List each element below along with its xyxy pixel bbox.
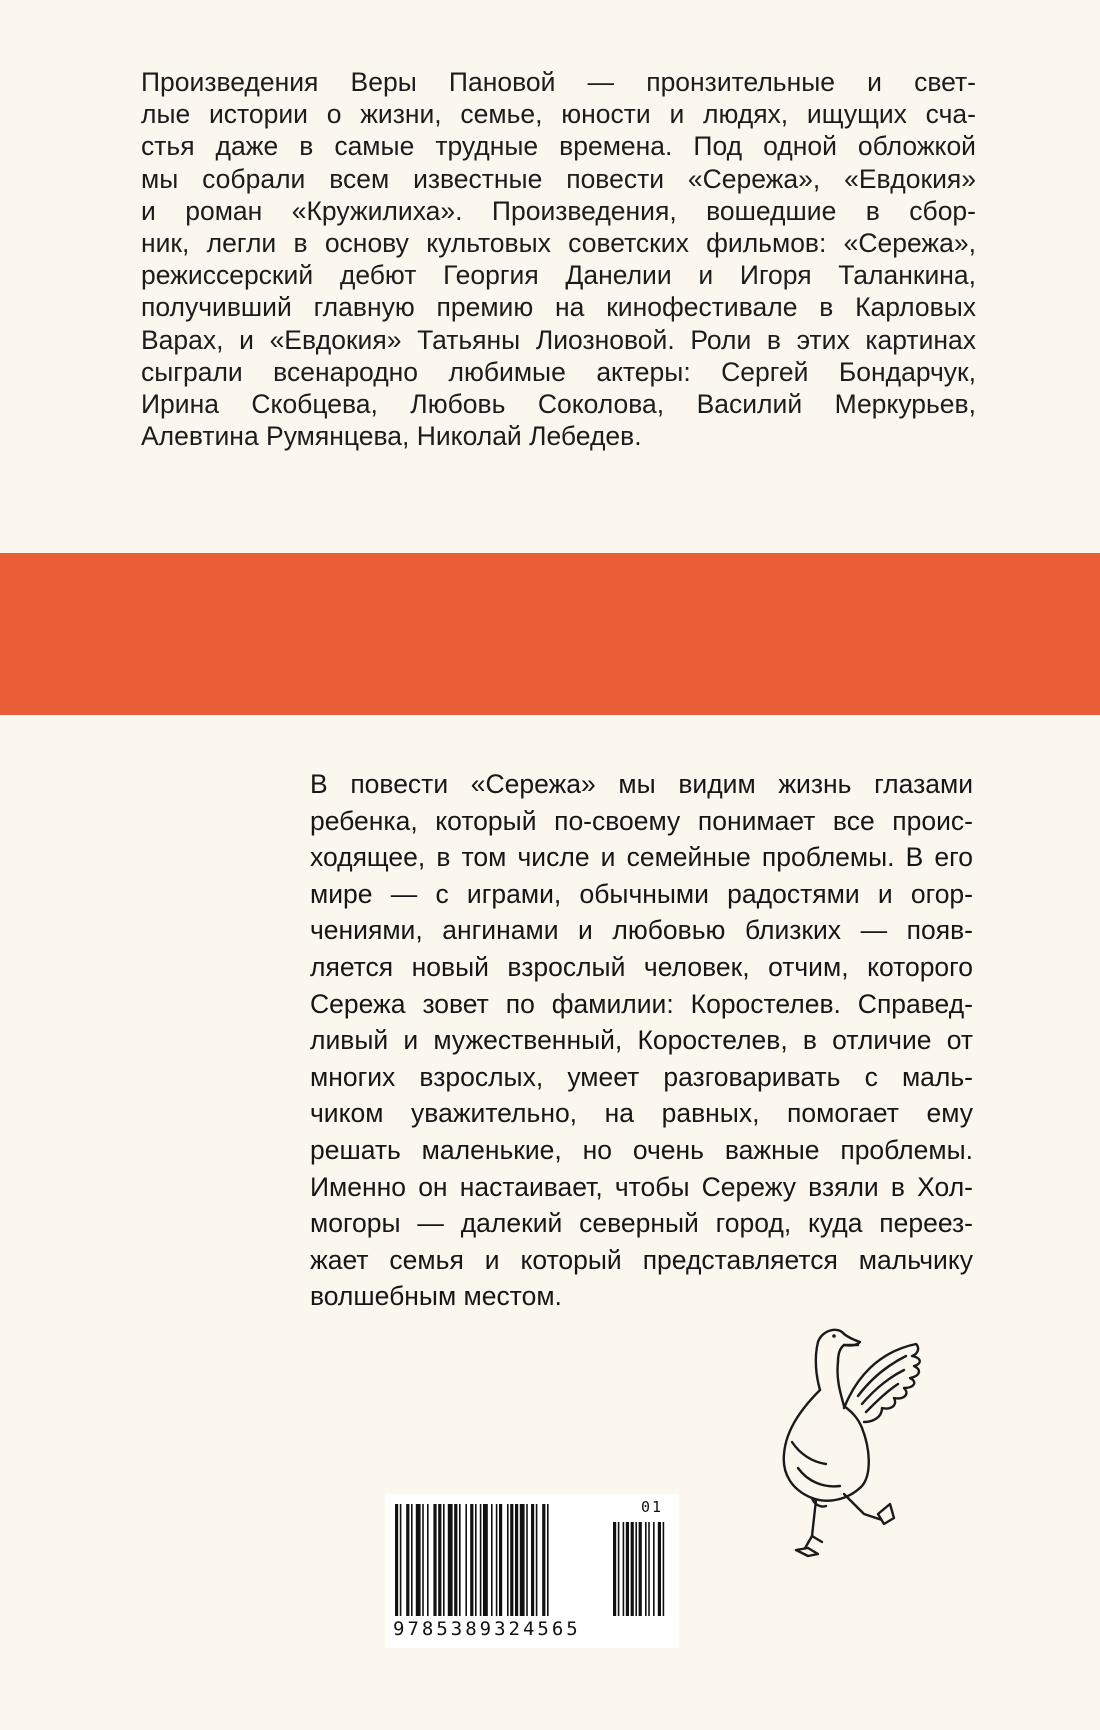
description-line: могоры — далекий северный город, куда переез- <box>310 1208 973 1239</box>
barcode-bar <box>465 1504 467 1616</box>
barcode-bar <box>400 1504 402 1616</box>
description-line: волшебным местом. <box>310 1281 562 1312</box>
barcode-addon-bar <box>639 1522 642 1616</box>
barcode-bar <box>454 1504 457 1616</box>
barcode-bar <box>531 1504 534 1616</box>
barcode-bar <box>411 1504 413 1616</box>
barcode-bar <box>507 1504 509 1616</box>
isbn-number: 9785389324565 <box>393 1618 581 1640</box>
annotation-line: Алевтина Румянцева, Николай Лебедев. <box>141 421 642 452</box>
annotation-text <box>141 66 976 452</box>
description-line: В повести «Сережа» мы видим жизнь глазами <box>310 769 973 799</box>
description-line: жает семья и который представляется мальчику <box>310 1244 973 1275</box>
barcode-addon-bar <box>653 1522 655 1616</box>
barcode-bar <box>520 1504 525 1616</box>
barcode-bar <box>406 1504 409 1616</box>
annotation-line: Варах, и «Евдокия» Татьяны Лиозновой. Роли в этих картинах <box>141 324 976 355</box>
barcode <box>385 1494 679 1648</box>
barcode-bar <box>422 1504 424 1616</box>
description-line: ляется новый взрослый человек, отчим, которого <box>310 951 973 982</box>
barcode-bar <box>491 1504 493 1616</box>
barcode-bar <box>510 1504 513 1616</box>
barcode-addon: 01 <box>640 1498 663 1516</box>
annotation-line: получивший главную премию на кинофестивале в Карловых <box>141 292 976 323</box>
barcode-bar <box>496 1504 498 1616</box>
annotation-line: сыграли всенародно любимые актеры: Сергей Бондарчук, <box>141 356 976 387</box>
description-line: чениями, ангинами и любовью близких — появ- <box>310 915 973 946</box>
barcode-bar <box>536 1504 538 1616</box>
barcode-bar <box>475 1504 477 1616</box>
barcode-bar <box>443 1504 445 1616</box>
annotation-line: лые истории о жизни, семье, юности и людях, ищущих сча- <box>141 99 976 130</box>
annotation-line: ник, легли в основу культовых советских фильмов: «Сережа», <box>141 228 976 259</box>
annotation-line: Ирина Скобцева, Любовь Соколова, Василий Меркурьев, <box>141 389 976 420</box>
barcode-addon-bar <box>635 1522 637 1616</box>
description-line: чиком уважительно, на равных, помогает ему <box>310 1098 973 1129</box>
barcode-addon-bar <box>658 1522 661 1616</box>
barcode-bar <box>480 1504 482 1616</box>
barcode-bar <box>448 1504 453 1616</box>
barcode-addon-bar <box>623 1522 625 1616</box>
description-line: Именно он настаивает, чтобы Сережу взяли в Хол- <box>310 1171 973 1202</box>
barcode-addon-bar <box>613 1522 616 1616</box>
barcode-addon-bar <box>663 1522 665 1616</box>
barcode-bar <box>542 1504 545 1616</box>
barcode-addon-bar <box>648 1522 650 1616</box>
barcode-addon-bar <box>618 1522 620 1616</box>
barcode-addon-bar <box>631 1522 634 1616</box>
barcode-bar <box>438 1504 441 1616</box>
barcode-bar <box>499 1504 502 1616</box>
orange-band <box>0 553 1100 715</box>
barcode-bar <box>395 1504 398 1616</box>
description-line: ливый и мужественный, Коростелев, в отличие от <box>310 1025 973 1056</box>
annotation-line: стья даже в самые трудные времена. Под одной обложкой <box>141 131 976 162</box>
barcode-bar <box>427 1504 429 1616</box>
annotation-line: режиссерский дебют Георгия Данелии и Игоря Таланкина, <box>141 260 976 291</box>
barcode-bar <box>515 1504 518 1616</box>
description-line: мире — с играми, обычными радостями и огор- <box>310 878 973 909</box>
description-line: ребенка, который по-своему понимает все проис- <box>310 805 973 836</box>
barcode-bar <box>526 1504 528 1616</box>
description-line: Сережа зовет по фамилии: Коростелев. Справед- <box>310 988 973 1019</box>
barcode-bar <box>547 1504 549 1616</box>
goose-icon <box>778 1318 928 1581</box>
barcode-bar <box>459 1504 461 1616</box>
description-line: многих взрослых, умеет разговаривать с маль- <box>310 1061 973 1092</box>
barcode-addon-bar <box>626 1522 629 1616</box>
barcode-bar <box>416 1504 421 1616</box>
barcode-addon-bar <box>645 1522 647 1616</box>
barcode-bar <box>433 1504 436 1616</box>
annotation-line: и роман «Кружилиха». Произведения, вошедшие в сбор- <box>141 195 976 226</box>
annotation-line: мы собрали всем известные повести «Сережа», «Евдокия» <box>141 163 976 194</box>
barcode-bar <box>470 1504 473 1616</box>
description-text <box>310 766 973 1315</box>
barcode-bar <box>483 1504 488 1616</box>
annotation-line: Произведения Веры Пановой — пронзительные и свет- <box>141 67 976 97</box>
barcode-bars <box>395 1504 669 1616</box>
description-line: решать маленькие, но очень важные проблемы. <box>310 1134 973 1165</box>
description-line: ходящее, в том числе и семейные проблемы. В его <box>310 842 973 873</box>
